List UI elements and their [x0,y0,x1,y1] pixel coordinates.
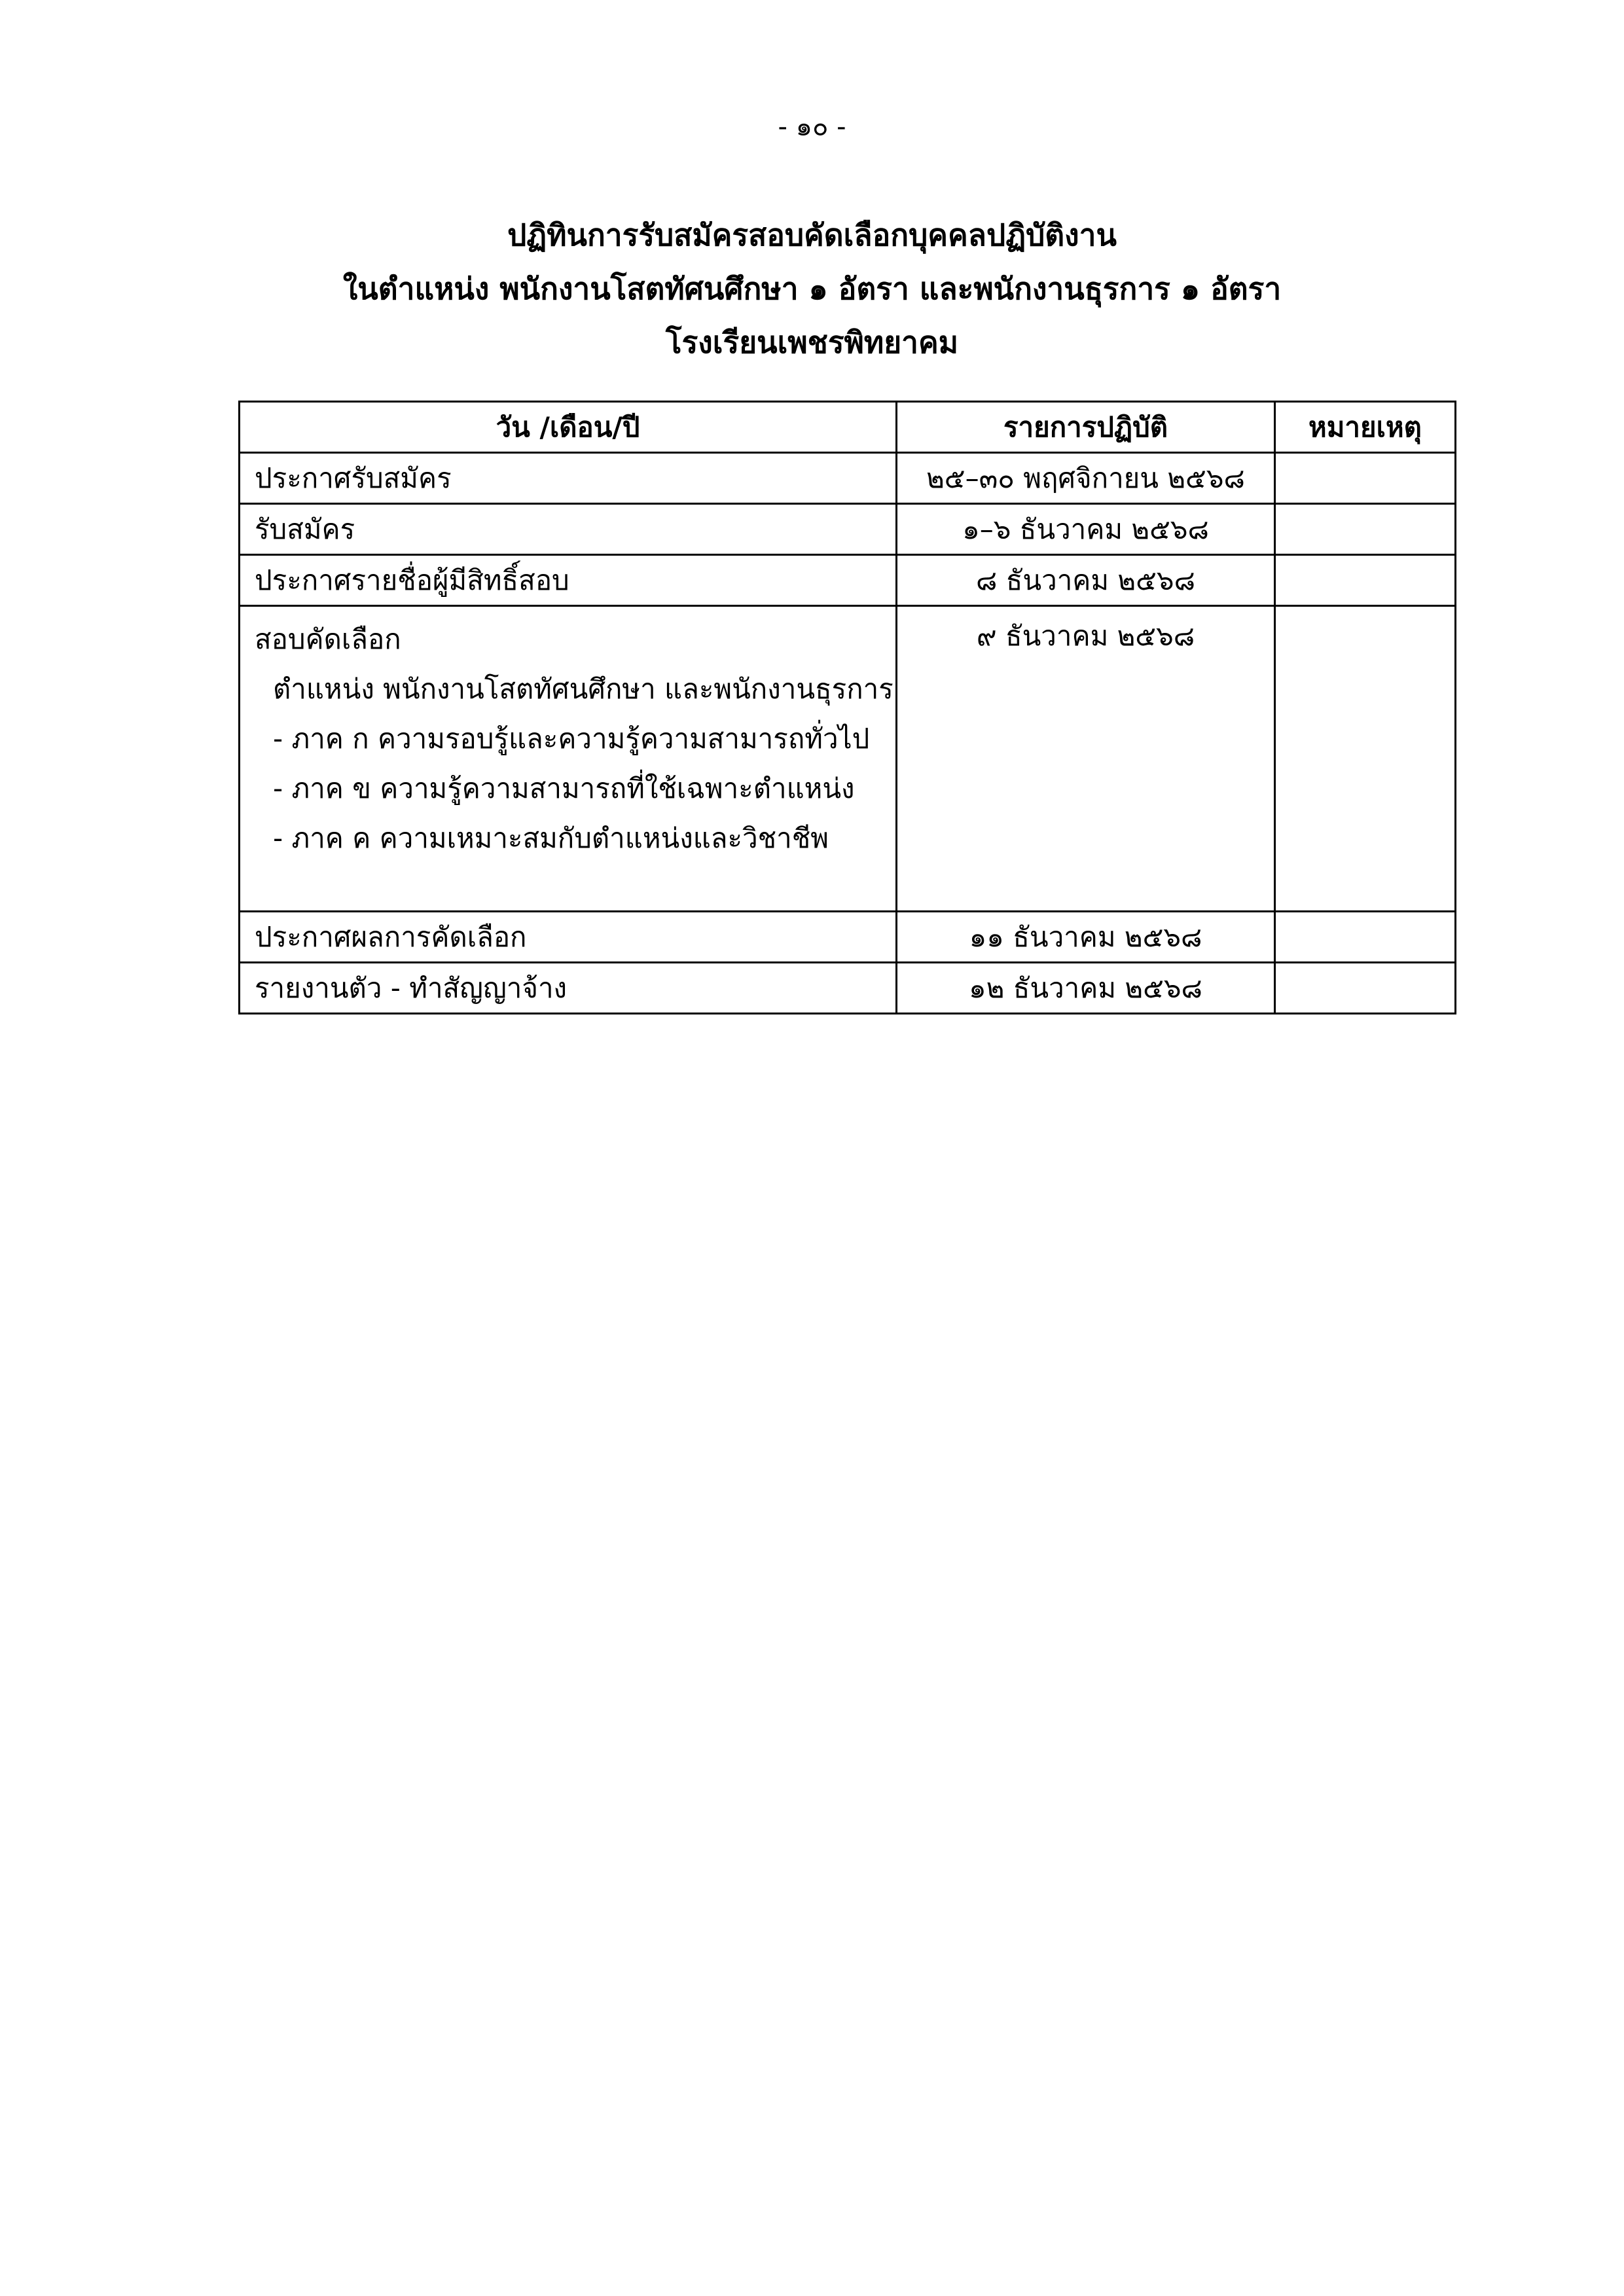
row-remark [1275,963,1456,1014]
row-activity: รับสมัคร [240,504,897,555]
table-row [240,555,1456,606]
row-remark [1275,504,1456,555]
row-remark [1275,606,1456,912]
row-activity: ประกาศผลการคัดเลือก [240,912,897,963]
row-activity: ประกาศรับสมัคร [240,453,897,504]
row-date: ๑๒ ธันวาคม ๒๕๖๘ [897,963,1275,1014]
row-remark [1275,453,1456,504]
header-remark: หมายเหตุ [1275,402,1456,453]
exam-position: ตำแหน่ง พนักงานโสตทัศนศึกษา และพนักงานธุรการ [273,673,893,705]
table-header-row [240,402,1456,453]
header-activity: รายการปฏิบัติ [897,402,1275,453]
title-line-1: ปฏิทินการรับสมัครสอบคัดเลือกบุคคลปฏิบัติงาน [507,217,1117,253]
header-date: วัน /เดือน/ปี [240,402,897,453]
row-activity: รายงานตัว - ทำสัญญาจ้าง [240,963,897,1014]
table-row-exam [240,606,1456,912]
table-row [240,504,1456,555]
exam-title: สอบคัดเลือก [255,623,401,655]
table-row [240,453,1456,504]
page-number: - ๑๐ - [778,112,846,142]
document-title [0,208,1624,369]
row-date: ๑๑ ธันวาคม ๒๕๖๘ [897,912,1275,963]
exam-part-a: - ภาค ก ความรอบรู้และความรู้ความสามารถทั่วไป [273,723,870,755]
title-line-2: ในตำแหน่ง พนักงานโสตทัศนศึกษา ๑ อัตรา และพนักงานธุรการ ๑ อัตรา [342,271,1282,306]
row-date: ๘ ธันวาคม ๒๕๖๘ [897,555,1275,606]
exam-part-b: - ภาค ข ความรู้ความสามารถที่ใช้เฉพาะตำแหน่ง [273,772,855,804]
row-activity-exam [240,606,897,912]
exam-part-c: - ภาค ค ความเหมาะสมกับตำแหน่งและวิชาชีพ [273,822,829,854]
row-date: ๙ ธันวาคม ๒๕๖๘ [897,606,1275,912]
title-line-3: โรงเรียนเพชรพิทยาคม [665,325,959,360]
row-date: ๑–๖ ธันวาคม ๒๕๖๘ [897,504,1275,555]
table-row [240,912,1456,963]
row-remark [1275,912,1456,963]
row-activity: ประกาศรายชื่อผู้มีสิทธิ์สอบ [240,555,897,606]
row-date: ๒๕–๓๐ พฤศจิกายน ๒๕๖๘ [897,453,1275,504]
table-row [240,963,1456,1014]
row-remark [1275,555,1456,606]
schedule-table [238,401,1456,1014]
